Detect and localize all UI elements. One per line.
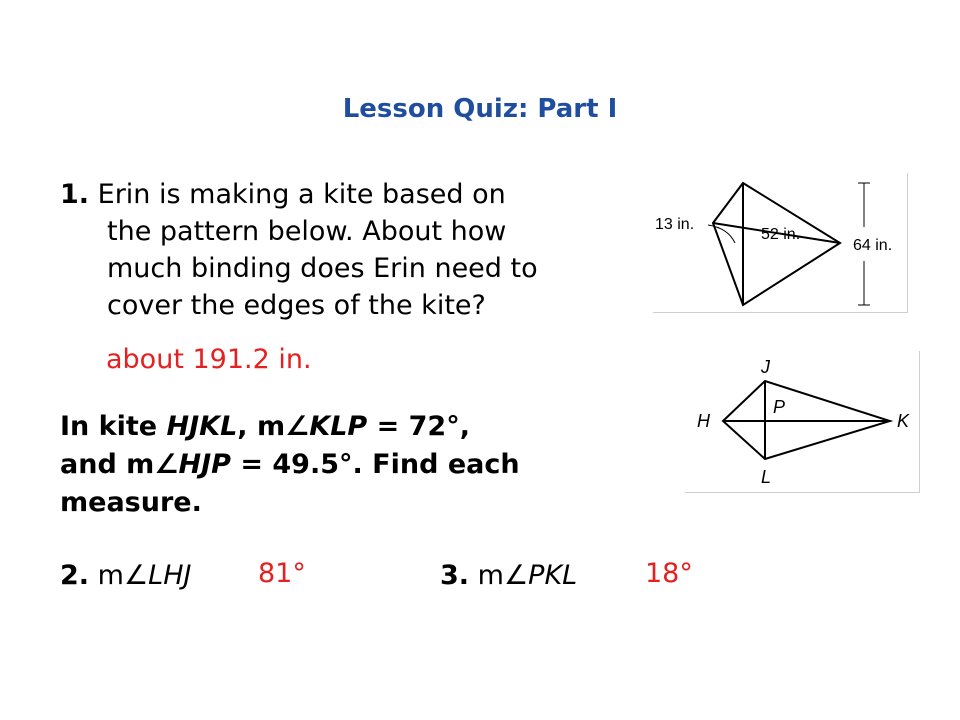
intro-part-2: , m — [237, 411, 286, 442]
angle-lhj: LHJ — [148, 560, 192, 591]
angle-icon: ∠ — [154, 449, 179, 480]
question-1-number: 1. — [60, 179, 90, 210]
angle-pkl: PKL — [528, 560, 578, 591]
page-title: Lesson Quiz: Part I — [342, 94, 618, 124]
question-3-number: 3. — [440, 560, 470, 591]
angle-hjp: HJP — [178, 449, 231, 480]
question-3-answer: 18° — [645, 558, 693, 589]
question-3-prefix: m — [477, 560, 504, 591]
kite-pattern-diagram — [653, 173, 907, 312]
question-2-number: 2. — [60, 560, 90, 591]
question-2-answer: 81° — [258, 558, 306, 589]
question-3 — [440, 560, 577, 591]
question-2-prefix: m — [97, 560, 124, 591]
short-label-pointer — [708, 225, 735, 243]
angle-klp: KLP — [309, 411, 368, 442]
kite-hjkl-figure — [685, 351, 920, 493]
label-64-in: 64 in. — [853, 237, 893, 254]
label-52-in: 52 in. — [761, 226, 801, 243]
vertex-label-l: L — [761, 467, 772, 487]
kite-outline — [713, 183, 840, 305]
intro-part-6: measure. — [60, 487, 202, 518]
question-1-line-4: cover the edges of the kite? — [107, 290, 486, 321]
intro-part-3: = 72°, — [367, 411, 470, 442]
label-13-in: 13 in. — [655, 216, 695, 233]
question-1-line-1: Erin is making a kite based on — [97, 179, 506, 210]
intro-part-5: = 49.5°. Find each — [230, 449, 520, 480]
question-2 — [60, 560, 191, 591]
question-1-line-2: the pattern below. About how — [107, 216, 507, 247]
vertex-label-k: K — [897, 411, 910, 431]
question-1-answer: about 191.2 in. — [106, 344, 312, 375]
question-1-line-3: much binding does Erin need to — [107, 253, 538, 284]
kite-intro — [60, 408, 660, 522]
kite-pattern-figure — [653, 173, 908, 313]
kite-name: HJKL — [166, 411, 238, 442]
question-1 — [60, 176, 640, 324]
vertex-label-h: H — [697, 411, 710, 431]
point-label-p: P — [773, 397, 786, 417]
kite-hjkl-diagram — [685, 351, 919, 492]
intro-part-1: In kite — [60, 411, 167, 442]
vertex-label-j: J — [761, 357, 770, 377]
intro-part-4: and m — [60, 449, 155, 480]
angle-icon: ∠ — [285, 411, 310, 442]
angle-icon: ∠ — [123, 560, 149, 591]
angle-icon: ∠ — [503, 560, 529, 591]
